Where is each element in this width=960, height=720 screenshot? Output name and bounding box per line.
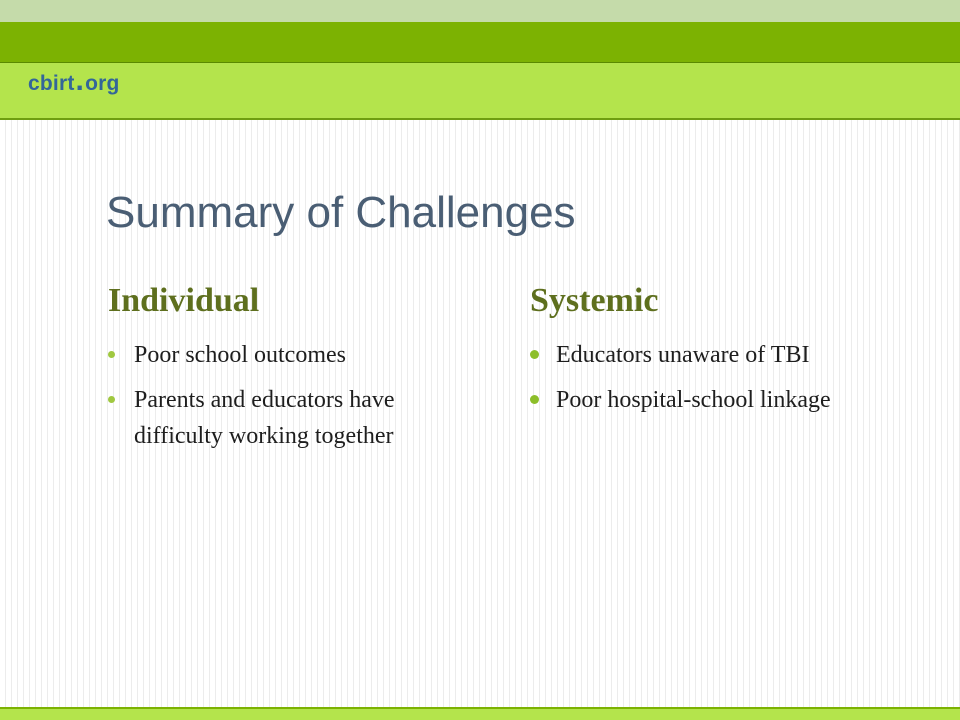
header-bar-light [0,62,960,120]
brand-dot: . [75,64,85,97]
list-item [530,337,910,373]
list-item-text: Poor school outcomes [134,342,346,368]
bullet-icon [108,351,115,358]
bullet-icon [530,350,539,359]
systemic-list [530,337,910,418]
footer-band [0,707,960,720]
individual-list [108,337,488,454]
brand-logo [28,64,120,97]
slide-title: Summary of Challenges [106,188,576,237]
systemic-heading: Systemic [530,282,659,319]
list-item-text: Parents and educators have difficulty working together [134,387,395,449]
list-item [108,382,488,454]
list-item [108,337,488,373]
brand-name: cbirt [28,72,75,95]
bullet-icon [108,396,115,403]
systemic-column [530,282,910,427]
list-item-text: Poor hospital-school linkage [556,387,831,413]
header-bar-dark [0,22,960,62]
top-band [0,0,960,22]
individual-column [108,282,488,463]
list-item-text: Educators unaware of TBI [556,342,810,368]
list-item [530,382,910,418]
brand-tld: org [85,72,120,95]
bullet-icon [530,395,539,404]
individual-heading: Individual [108,282,260,319]
